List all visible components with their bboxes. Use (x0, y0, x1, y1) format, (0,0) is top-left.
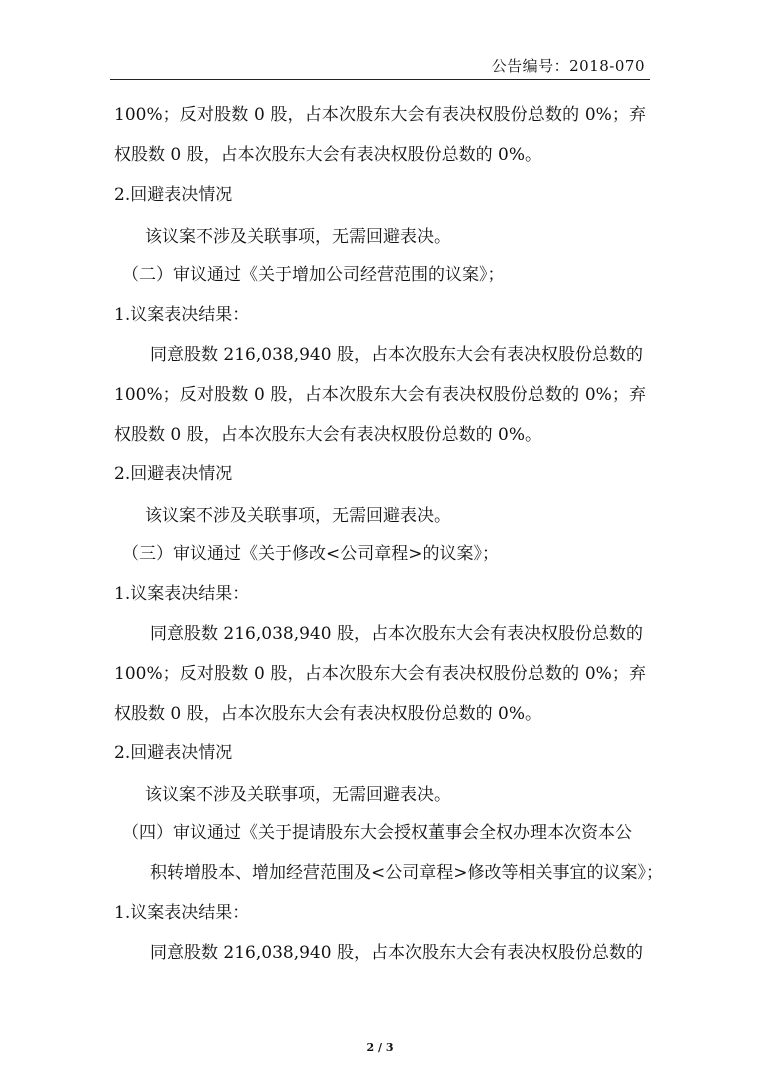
subheading: 2.回避表决情况 (114, 464, 233, 484)
paragraph-line: 100%；反对股数 0 股，占本次股东大会有表决权股份总数的 0%；弃 (114, 105, 646, 125)
subheading: 1.议案表决结果： (114, 903, 250, 923)
paragraph-line: 同意股数 216,038,940 股，占本次股东大会有表决权股份总数的 (150, 624, 643, 644)
section-heading: （三）审议通过《关于修改<公司章程>的议案》； (122, 544, 499, 564)
paragraph-line: 权股数 0 股，占本次股东大会有表决权股份总数的 0%。 (114, 145, 542, 165)
section-heading-continued: 积转增股本、增加经营范围及<公司章程>修改等相关事宜的议案》； (150, 863, 663, 883)
header-divider (110, 79, 650, 80)
paragraph-line: 该议案不涉及关联事项，无需回避表决。 (145, 506, 451, 526)
paragraph-line: 权股数 0 股，占本次股东大会有表决权股份总数的 0%。 (114, 704, 542, 724)
paragraph-line: 同意股数 216,038,940 股，占本次股东大会有表决权股份总数的 (150, 345, 643, 365)
paragraph-line: 同意股数 216,038,940 股，占本次股东大会有表决权股份总数的 (150, 943, 643, 963)
paragraph-line: 权股数 0 股，占本次股东大会有表决权股份总数的 0%。 (114, 425, 542, 445)
paragraph-line: 该议案不涉及关联事项，无需回避表决。 (145, 785, 451, 805)
paragraph-line: 100%；反对股数 0 股，占本次股东大会有表决权股份总数的 0%；弃 (114, 664, 646, 684)
section-heading: （四）审议通过《关于提请股东大会授权董事会全权办理本次资本公 (122, 823, 632, 843)
announcement-number: 公告编号：2018-070 (491, 57, 645, 75)
subheading: 1.议案表决结果： (114, 584, 250, 604)
page-number: 2 / 3 (366, 1041, 394, 1054)
paragraph-line: 100%；反对股数 0 股，占本次股东大会有表决权股份总数的 0%；弃 (114, 385, 646, 405)
subheading: 1.议案表决结果： (114, 305, 250, 325)
subheading: 2.回避表决情况 (114, 743, 233, 763)
paragraph-line: 该议案不涉及关联事项，无需回避表决。 (145, 227, 451, 247)
subheading: 2.回避表决情况 (114, 185, 233, 205)
section-heading: （二）审议通过《关于增加公司经营范围的议案》； (122, 265, 505, 285)
